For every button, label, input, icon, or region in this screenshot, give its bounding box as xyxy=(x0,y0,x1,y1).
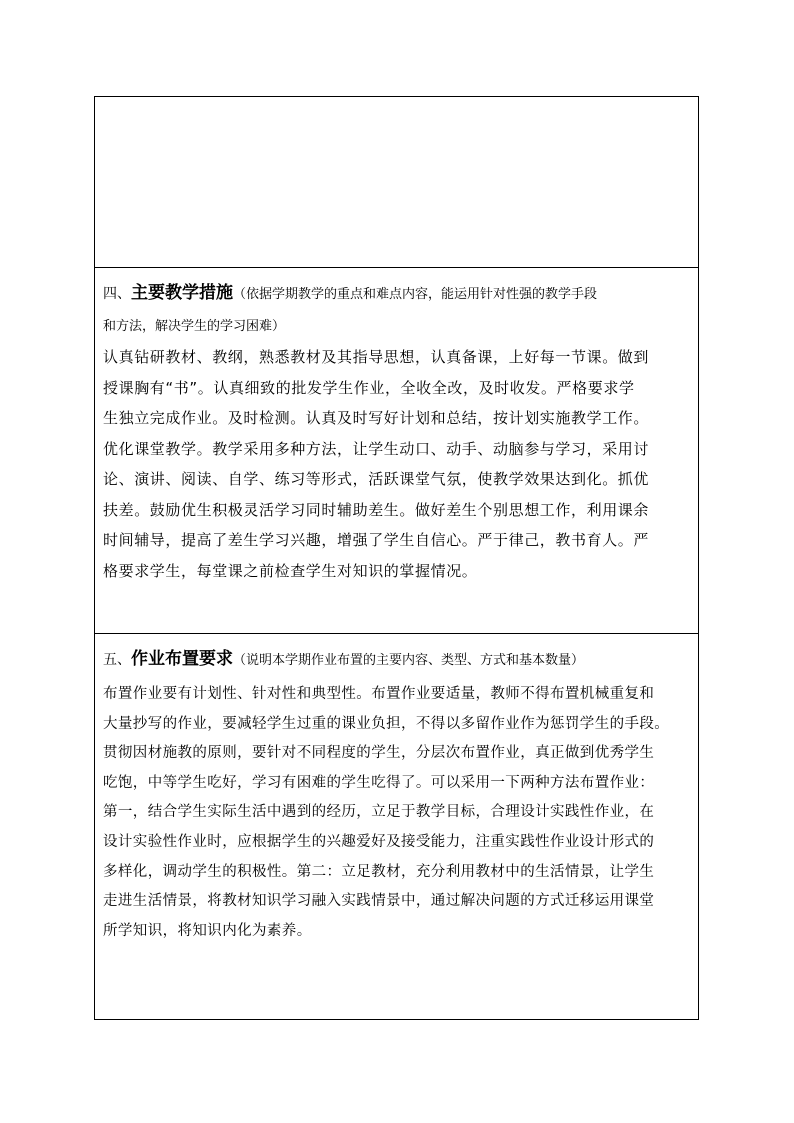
body-line: 吃饱，中等学生吃好，学习有困难的学生吃得了。可以采用一下两种方法布置作业： xyxy=(103,774,655,791)
section-body xyxy=(103,342,690,586)
body-line: 论、演讲、阅读、自学、练习等形式，活跃课堂气氛，使教学效果达到化。抓优 xyxy=(103,470,650,488)
section-title: 主要教学措施 xyxy=(131,283,233,303)
body-line: 认真钻研教材、教纲，熟悉教材及其指导思想，认真备课，上好每一节课。做到 xyxy=(103,348,650,366)
body-line: 设计实验性作业时，应根据学生的兴趣爱好及接受能力，注重实践性作业设计形式的 xyxy=(103,833,655,850)
section-body xyxy=(103,680,690,946)
body-line: 第一，结合学生实际生活中遇到的经历，立足于教学目标，合理设计实践性作业，在 xyxy=(103,804,655,821)
plan-table xyxy=(94,96,699,1020)
body-line: 格要求学生，每堂课之前检查学生对知识的掌握情况。 xyxy=(103,561,478,580)
body-line: 优化课堂教学。教学采用多种方法，让学生动口、动手、动脑参与学习，采用讨 xyxy=(103,439,650,458)
body-line: 扶差。鼓励优生积极灵活学习同时辅助差生。做好差生个别思想工作，利用课余 xyxy=(103,500,650,519)
body-line: 贯彻因材施教的原则，要针对不同程度的学生，分层次布置作业，真正做到优秀学生 xyxy=(103,745,655,762)
body-line: 时间辅导，提高了差生学习兴趣，增强了学生自信心。严于律己，教书育人。严 xyxy=(103,531,650,549)
body-line: 大量抄写的作业，要减轻学生过重的课业负担，不得以多留作业作为惩罚学生的手段。 xyxy=(103,715,670,732)
section-note-continued: 和方法，解决学生的学习困难） xyxy=(103,319,286,334)
body-line: 走进生活情景，将教材知识学习融入实践情景中，通过解决问题的方式迁移运用课堂 xyxy=(103,893,655,910)
body-line: 所学知识，将知识内化为素养。 xyxy=(103,922,312,939)
section-homework-requirements xyxy=(95,634,698,1019)
section-note: （说明本学期作业布置的主要内容、类型、方式和基本数量） xyxy=(233,653,585,668)
section-teaching-measures xyxy=(95,268,698,634)
section-note: （依据学期教学的重点和难点内容，能运用针对性强的教学手段 xyxy=(233,287,598,302)
body-line: 生独立完成作业。及时检测。认真及时写好计划和总结，按计划实施教学工作。 xyxy=(103,409,650,427)
empty-cell xyxy=(95,97,698,268)
body-line: 授课胸有“书”。认真细致的批发学生作业，全收全改，及时收发。严格要求学 xyxy=(103,378,635,397)
section-heading xyxy=(103,642,690,678)
section-number: 四、 xyxy=(103,286,131,302)
section-title: 作业布置要求 xyxy=(131,649,233,669)
body-line: 布置作业要有计划性、针对性和典型性。布置作业要适量，教师不得布置机械重复和 xyxy=(103,686,655,702)
body-line: 多样化，调动学生的积极性。第二：立足教材，充分利用教材中的生活情景，让学生 xyxy=(103,863,655,880)
section-heading xyxy=(103,276,690,312)
section-number: 五、 xyxy=(103,652,131,668)
